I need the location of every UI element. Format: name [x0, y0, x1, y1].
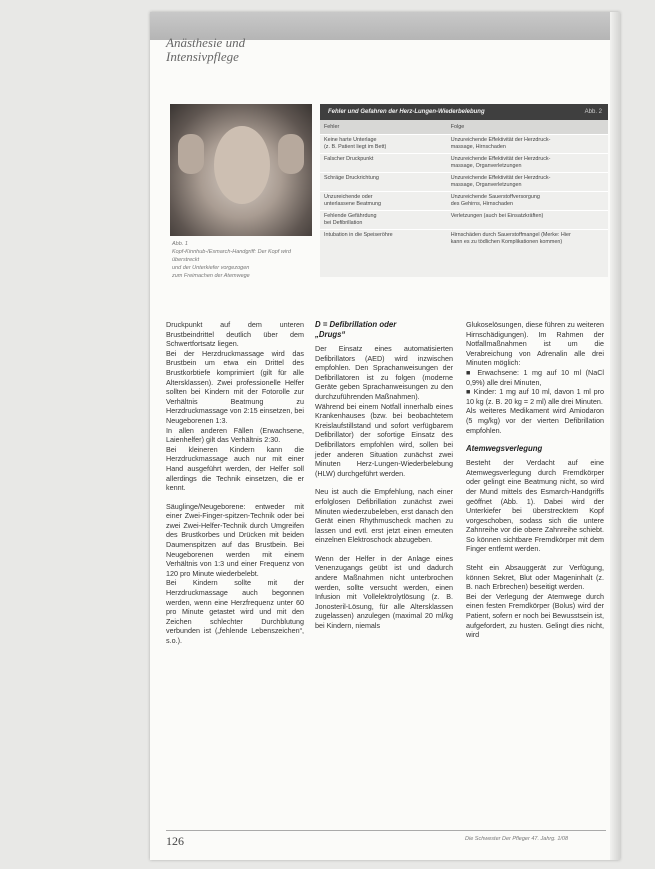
paragraph: Während bei einem Notfall innerhalb eines Krankenhauses (bzw. bei beobachtetem Kreislaufstillstand und sofort verfügbarem Defibrillator) der sofortige Einsatz des Defibrillators empfohlen wird, sollen bei jeder anderen Situation zunächst zwei Minuten Herz-Lungen-Wiederbelebung (HLW) durchgeführt werden. — [315, 401, 453, 478]
table-row: Schräge Druckrichtung Unzureichende Effektivität der Herzdruck- massage, Organverletzungen — [320, 173, 608, 192]
footer-rule — [166, 830, 606, 831]
paragraph: Glukoselösungen, diese führen zu weiteren Hirnschädigungen). Im Rahmen der Notfallmaßnahmen ist um die Verabreichung von Adrenalin alle drei Minuten möglich: — [466, 320, 604, 368]
paragraph: Bei Kindern sollte mit der Herzdruckmassage auch begonnen werden, wenn eine Herzfrequenz unter 60 pro Minute getastet wird und mit den Zeichen schlechter Durchblutung verbunden ist („fehlende Lebenszeichen“, s.o.). — [166, 578, 304, 645]
document-page — [150, 12, 620, 860]
error-table — [320, 120, 608, 248]
table-header-folge: Folge — [447, 120, 608, 135]
figure-photo — [170, 104, 312, 236]
photo-hand-right — [278, 134, 304, 174]
journal-reference: Die Schwester Der Pfleger 47. Jahrg. 1/08 — [465, 836, 569, 842]
paragraph: Wenn der Helfer in der Anlage eines Venenzugangs geübt ist und dadurch andere Maßnahmen nicht unterbrochen werden, sollte versucht werden, einen Infusion mit Vollelektrolytlösung (z. B. Jonosteril-Lösung, für alle Altersklassen zugelassen) anzulegen (maximal 20 ml/kg bei Kindern, niemals — [315, 553, 453, 631]
paragraph: Steht ein Absauggerät zur Verfügung, können Sekret, Blut oder Mageninhalt (z. B. nach Erbrechen) beseitigt werden. — [466, 563, 604, 592]
bullet-item: ■ Kinder: 1 mg auf 10 ml, davon 1 ml pro 10 kg (z. B. 20 kg = 2 ml) alle drei Minuten. — [466, 387, 604, 406]
text-column-3 — [466, 320, 604, 640]
photo-face — [214, 126, 270, 204]
table-row: Keine harte Unterlage (z. B. Patient liegt im Bett) Unzureichende Effektivität der Herzdruck- massage, Hirnschaden — [320, 135, 608, 154]
table-row: Unzureichende oder unterlassene Beatmung Unzureichende Sauerstoffversorgung des Gehirns, Hirnschaden — [320, 192, 608, 211]
section-heading-defibrillation: D = Defibrillation oder „Drugs“ — [315, 320, 397, 339]
text-column-1 — [166, 320, 304, 646]
paragraph: Bei kleineren Kindern kann die Herzdruckmassage auch nur mit einer Hand ausgeführt werden, der Helfer soll allerdings die Technik einsetzen, die er kennt. — [166, 444, 304, 493]
text-column-2 — [315, 320, 453, 631]
section-title — [166, 36, 245, 64]
section-title-line1: Anästhesie und — [166, 35, 246, 50]
paragraph: In allen anderen Fällen (Erwachsene, Laienhelfer) gilt das Verhältnis 2:30. — [166, 425, 304, 445]
table-row: Falscher Druckpunkt Unzureichende Effektivität der Herzdruck- massage, Organverletzungen — [320, 154, 608, 173]
section-title-line2: Intensivpflege — [166, 49, 239, 64]
info-table-box — [320, 104, 608, 277]
figure-caption: Abb. 1 Kopf-Kinnhub-/Esmarch-Handgriff: Der Kopf wird überstreckt und der Unterkiefer vorgezogen zum Freimachen der Atemwege — [172, 241, 291, 279]
table-title: Fehler und Gefahren der Herz-Lungen-Wiederbelebung Abb. 2 — [320, 104, 608, 120]
paragraph: Als weiteres Medikament wird Amiodaron (5 mg/kg) vor der vierten Defibrillation empfohlen. — [466, 406, 604, 435]
paragraph: Besteht der Verdacht auf eine Atemwegsverlegung durch Fremdkörper oder gelingt eine Beatmung nicht, so wird der Mund mittels des Esmarch-Handgriffs geöffnet (Abb. 1). Dabei wird der Unterkiefer bei überstrecktem Kopf vorgeschoben, sodass sich die untere Zahnreihe vor die obere Zahnreihe schiebt. So können sichtbare Fremdkörper mit dem Finger entfernt werden. — [466, 458, 604, 554]
table-header-fehler: Fehler — [320, 120, 447, 135]
paragraph: Säuglinge/Neugeborene: entweder mit einer Zwei-Finger-spitzen-Technik oder bei zwei Zwei-Helfer-Technik durch Umgreifen des Brustkorbes und Drücken mit beiden Daumenspitzen auf das Brustbein. Bei Neugeborenen werden mit einem Verhältnis von 1:3 und einer Frequenz von 120 pro Minute wiederbelebt. — [166, 501, 304, 578]
paragraph: Neu ist auch die Empfehlung, nach einer erfolglosen Defibrillation zunächst zwei Minuten wiederzubeleben, erst danach den Gerät einen Rhythmuscheck machen zu lassen und evtl. erst jetzt einen erneuten einzelnen Elektroschock abzugeben. — [315, 487, 453, 545]
paragraph: Bei der Herzdruckmassage wird das Brustbein um etwa ein Drittel des Brustkorbtiefe komprimiert (gilt für alle Altersklassen). Zwei professionelle Helfer sollten bei Kindern mit der Fotorolle zur Verhältnis Beatmung zu Herzdruckmassage von 2:15 einsetzen, bei Neugeborenen 1:3. — [166, 348, 304, 425]
page-gutter — [610, 12, 620, 860]
table-row: Fehlende Gefährdung bei Defibrillation Verletzungen (auch bei Einsatzkräften) — [320, 211, 608, 230]
photo-hand-left — [178, 134, 204, 174]
paragraph: Bei der Verlegung der Atemwege durch einen festen Fremdkörper (Bolus) wird der Patient, sofern er noch bei Bewusstsein ist, aufgefordert, zu husten. Gelingt dies nicht, wird — [466, 591, 604, 640]
table-tag: Abb. 2 — [584, 109, 602, 115]
paragraph: Druckpunkt auf dem unteren Brustbeindrittel deutlich über dem Schwertfortsatz liegen. — [166, 320, 304, 349]
section-heading-atemwege: Atemwegsverlegung — [466, 444, 543, 454]
page-number: 126 — [166, 834, 184, 848]
paragraph: Der Einsatz eines automatisierten Defibrillators (AED) wird inzwischen empfohlen. Den Sprachanweisungen der Defibrillatoren ist zu folgen (moderne Geräte geben Sprachanweisungen zu den durchzuführenden Maßnahmen). — [315, 344, 453, 401]
table-row: Intubation in die Speiseröhre Hirnschäden durch Sauerstoffmangel (Merke: Hier kann es zu tödlichen Komplikationen kommen) — [320, 230, 608, 249]
bullet-item: ■ Erwachsene: 1 mg auf 10 ml (NaCl 0,9%) alle drei Minuten, — [466, 367, 604, 387]
